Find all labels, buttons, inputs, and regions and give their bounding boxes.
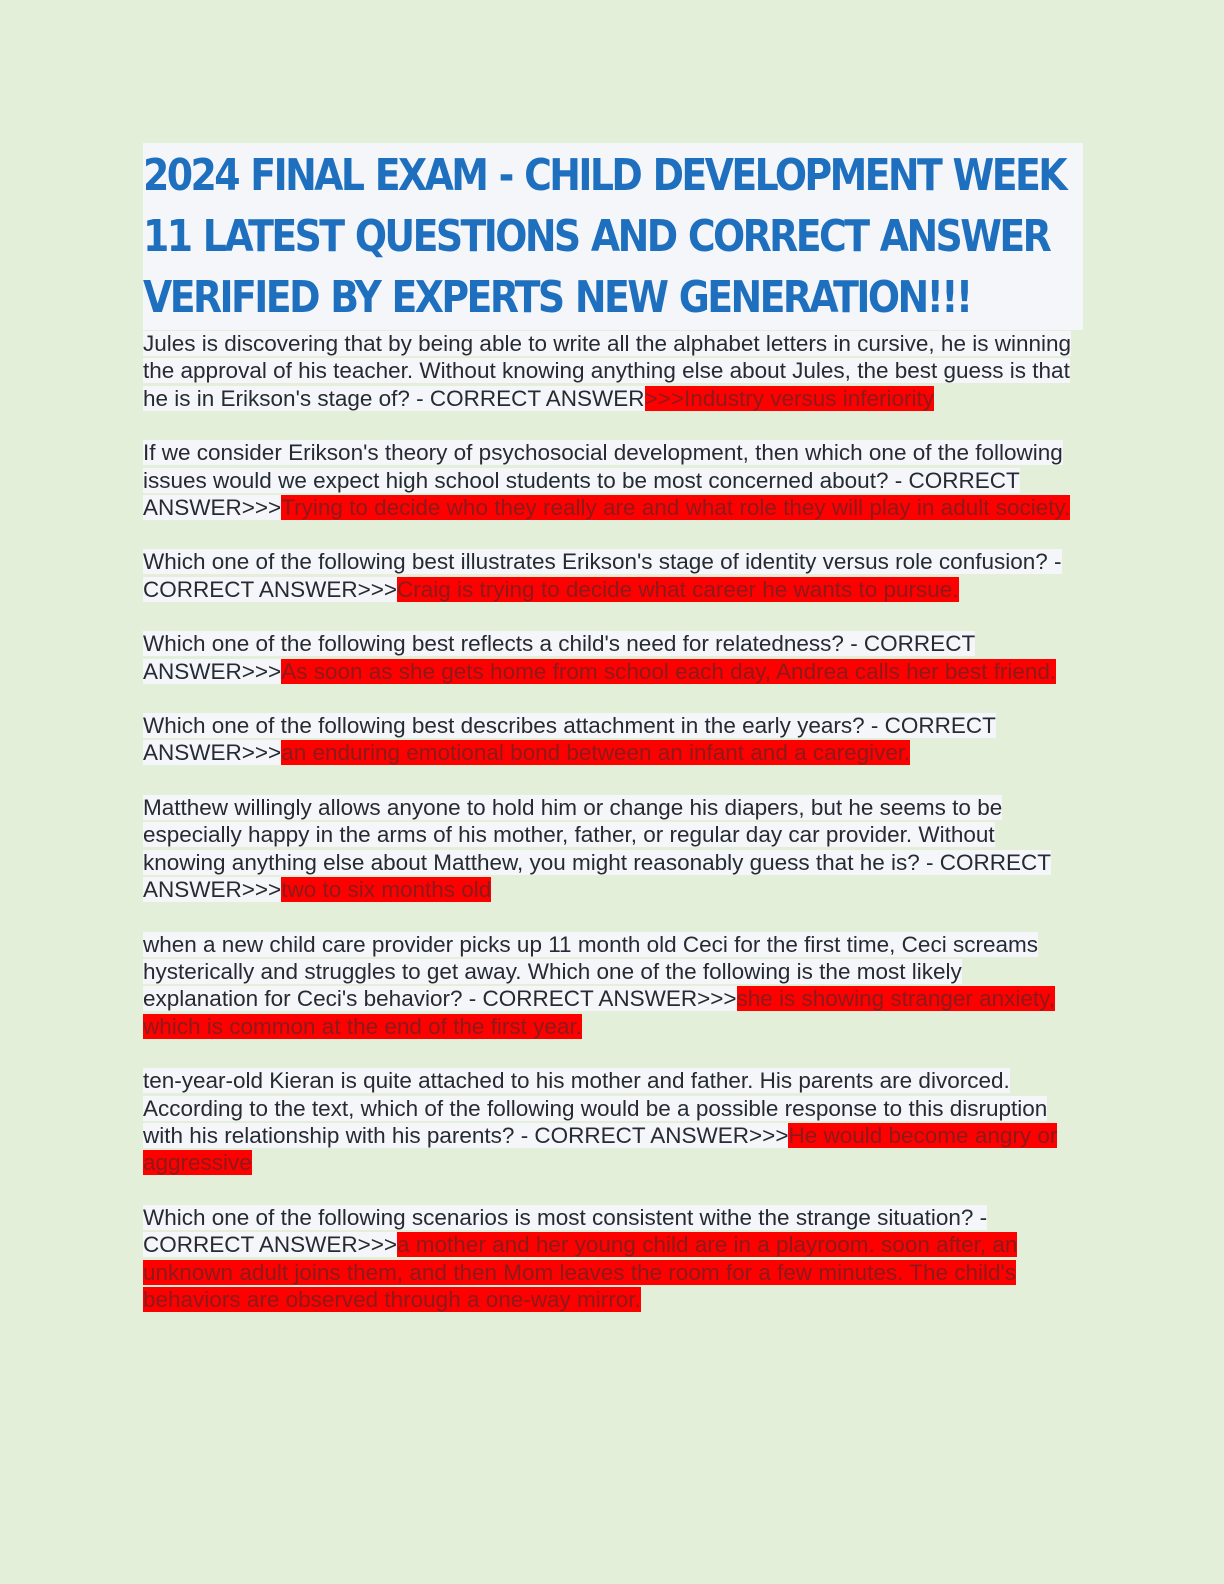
- answer-text: Trying to decide who they really are and what role they will play in adult society.: [281, 495, 1071, 521]
- qa-item: [143, 931, 1083, 1041]
- answer-text: As soon as she gets home from school each day, Andrea calls her best friend.: [281, 658, 1057, 684]
- answer-text: she is showing stranger anxiety, which is common at the end of the first year.: [143, 986, 1056, 1039]
- qa-item: [143, 712, 1083, 767]
- question-text: Which one of the following scenarios is most consistent withe the strange situation? - CORRECT ANSWER>>>: [143, 1204, 988, 1258]
- answer-text: He would become angry or aggressive: [143, 1122, 1058, 1176]
- document-title: 2024 FINAL EXAM - CHILD DEVELOPMENT WEEK 11 LATEST QUESTIONS AND CORRECT ANSWER VERIFIED BY EXPERTS NEW GENERATION!!!: [143, 150, 1065, 323]
- qa-item: [143, 1204, 1083, 1314]
- question-text: Matthew willingly allows anyone to hold him or change his diapers, but he seems to be especially happy in the arms of his mother, father, or regular day car provider. Without knowing anything else about Matthew, you might reasonably guess that he is? - CORRECT ANSWER>>>: [143, 794, 1051, 903]
- qa-item: [143, 330, 1083, 412]
- answer-text: two to six months old: [281, 877, 492, 903]
- qa-item: [143, 439, 1083, 521]
- qa-item: [143, 794, 1083, 904]
- qa-item: [143, 1067, 1083, 1177]
- question-text: If we consider Erikson's theory of psychosocial development, then which one of the following issues would we expect high school students to be most concerned about? - CORRECT ANSWER>>>: [143, 440, 1063, 521]
- question-text: Which one of the following best reflects a child's need for relatedness? - CORRECT ANSWER>>>: [143, 631, 976, 684]
- answer-text: >>>Industry versus inferiority: [644, 385, 935, 411]
- question-text: Which one of the following best illustrates Erikson's stage of identity versus role confusion? - CORRECT ANSWER>>>: [143, 549, 1062, 602]
- answer-text: a mother and her young child are in a playroom. soon after, an unknown adult joins them, and then Mom leaves the room for a few minutes. The child's behaviors are observed through a one-way mirror.: [143, 1232, 1018, 1312]
- title-block: [143, 143, 1083, 330]
- qa-item: [143, 548, 1083, 603]
- qa-list: [143, 330, 1083, 1313]
- answer-text: an enduring emotional bond between an infant and a caregiver.: [281, 740, 911, 766]
- question-text: when a new child care provider picks up 11 month old Ceci for the first time, Ceci screams hysterically and struggles to get away. Which one of the following is the most likely explanation for Ceci's behavior? - CORRECT ANSWER>>>: [143, 931, 1038, 1012]
- question-text: ten-year-old Kieran is quite attached to his mother and father. His parents are divorced. According to the text, which of the following would be a possible response to this disruption with his relationship with his parents? - CORRECT ANSWER>>>: [143, 1068, 1048, 1148]
- document-page: [143, 143, 1083, 1340]
- answer-text: Craig is trying to decide what career he wants to pursue.: [397, 576, 959, 602]
- question-text: Which one of the following best describes attachment in the early years? - CORRECT ANSWER>>>: [143, 713, 996, 766]
- qa-item: [143, 630, 1083, 685]
- question-text: Jules is discovering that by being able to write all the alphabet letters in cursive, he is winning the approval of his teacher. Without knowing anything else about Jules, the best guess is that he is in Erikson's stage of? - CORRECT ANSWER: [143, 331, 1072, 411]
